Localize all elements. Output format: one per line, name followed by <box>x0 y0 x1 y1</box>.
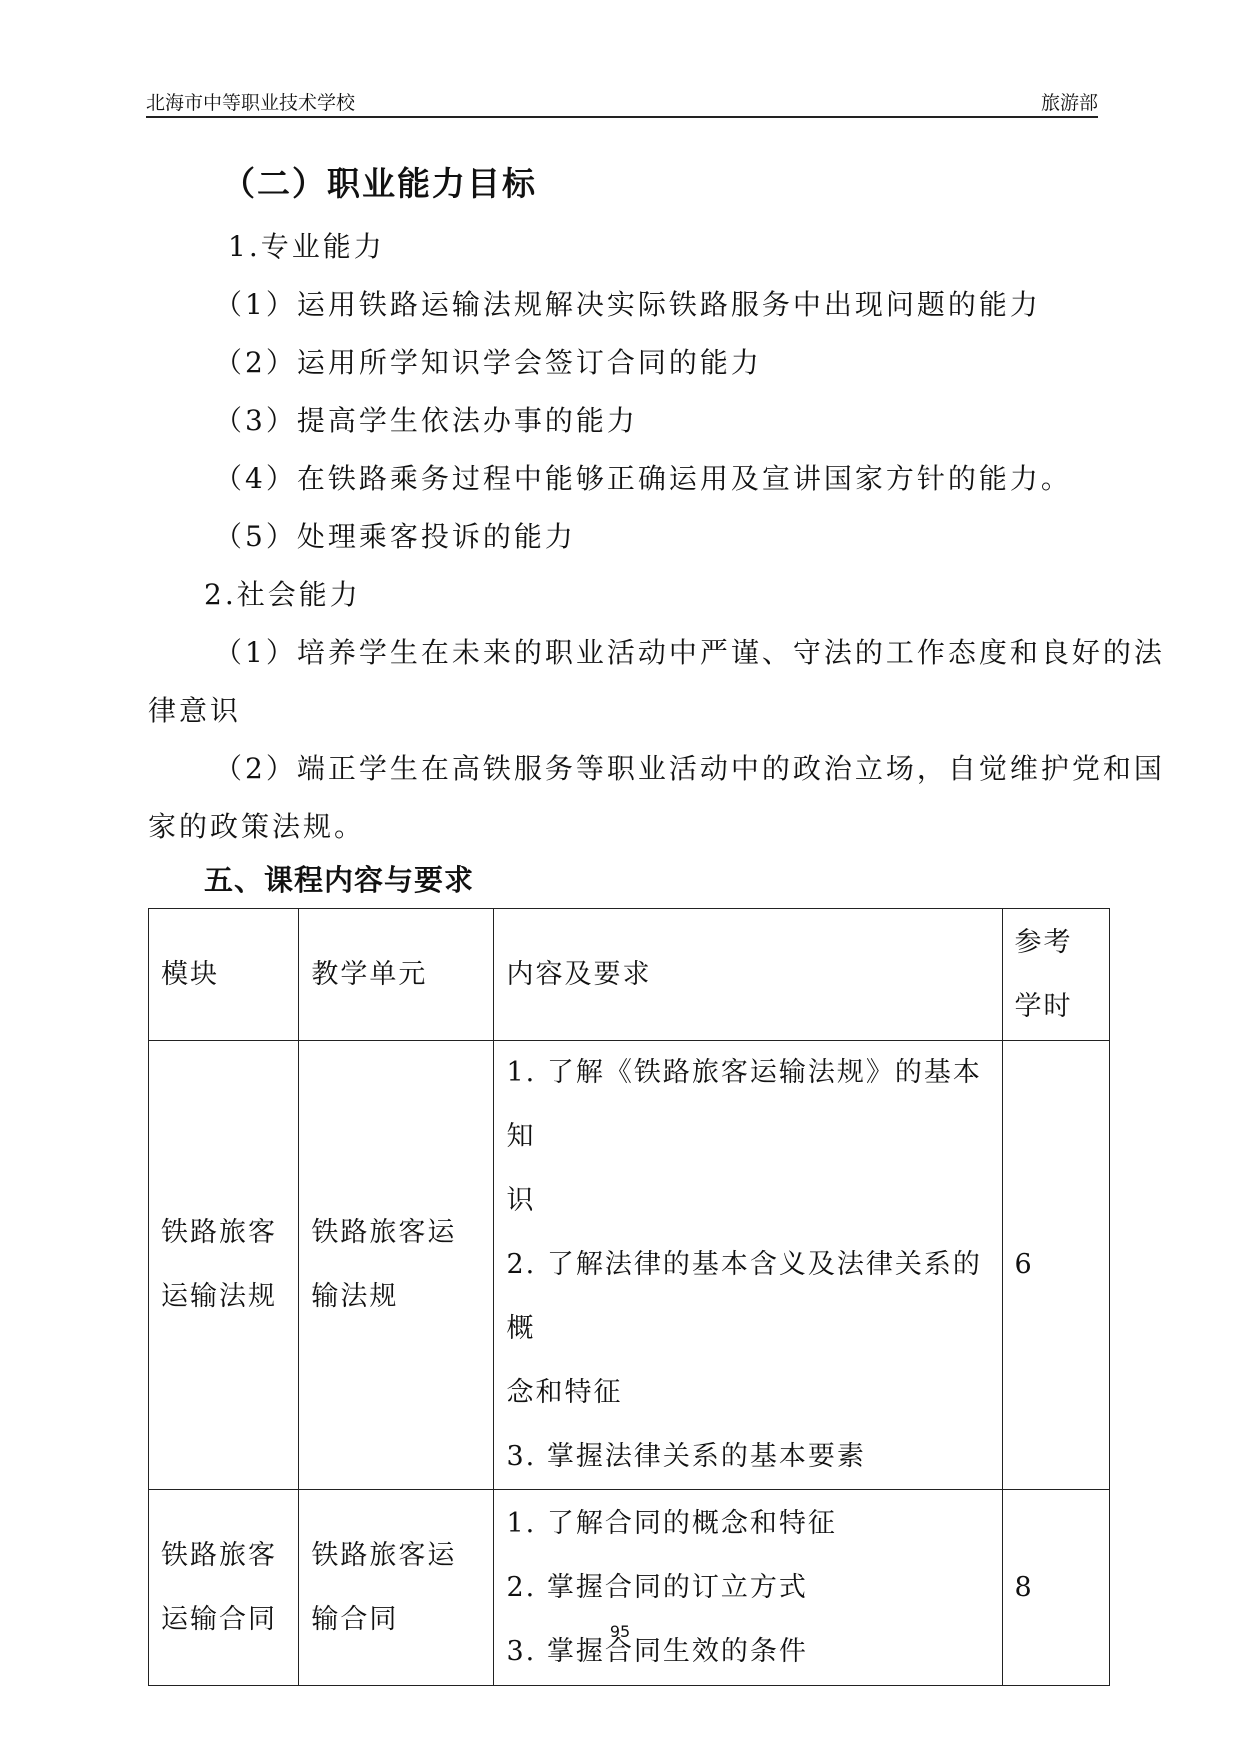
social-item-line: 律意识 <box>148 694 242 727</box>
professional-item: （5）处理乘客投诉的能力 <box>214 520 576 553</box>
unit-cell <box>299 1041 494 1490</box>
header-module: 模块 <box>149 909 299 1041</box>
header-hours <box>1002 909 1109 1041</box>
module-line: 运输法规 <box>161 1281 277 1312</box>
content-line: 3. 掌握合同生效的条件 <box>506 1635 808 1667</box>
professional-item: （2）运用所学知识学会签订合同的能力 <box>214 346 762 379</box>
content-line: 2. 掌握合同的订立方式 <box>506 1571 808 1603</box>
unit-line: 输合同 <box>311 1603 399 1635</box>
course-table <box>148 908 1110 1686</box>
table-row <box>149 1490 1110 1686</box>
content-line: 1. 了解合同的概念和特征 <box>506 1507 837 1539</box>
department-name: 旅游部 <box>1040 92 1098 114</box>
content-line: 念和特征 <box>506 1377 623 1408</box>
social-item-line: 家的政策法规。 <box>148 810 366 843</box>
header-unit: 教学单元 <box>299 909 494 1041</box>
content-line: 识 <box>506 1185 536 1216</box>
module-cell <box>149 1041 299 1490</box>
module-line: 运输合同 <box>161 1603 277 1635</box>
unit-line: 输法规 <box>311 1281 399 1312</box>
hours-cell: 6 <box>1002 1041 1109 1490</box>
hours-cell: 8 <box>1002 1490 1109 1686</box>
content-cell <box>494 1490 1002 1686</box>
content-line: 3. 掌握法律关系的基本要素 <box>506 1441 866 1472</box>
unit-line: 铁路旅客运 <box>311 1217 457 1248</box>
professional-heading: 1.专业能力 <box>228 230 385 263</box>
social-item-line: （2）端正学生在高铁服务等职业活动中的政治立场，自觉维护党和国 <box>214 752 1165 785</box>
module-line: 铁路旅客 <box>161 1217 277 1248</box>
social-item-line: （1）培养学生在未来的职业活动中严谨、守法的工作态度和良好的法 <box>214 636 1165 669</box>
professional-item: （3）提高学生依法办事的能力 <box>214 404 638 437</box>
content-line: 1. 了解《铁路旅客运输法规》的基本知 <box>506 1057 982 1152</box>
professional-item: （4）在铁路乘务过程中能够正确运用及宣讲国家方针的能力。 <box>214 462 1072 495</box>
section-ability-title: （二）职业能力目标 <box>222 164 537 203</box>
table-row <box>149 1041 1110 1490</box>
page-header <box>146 84 1098 118</box>
unit-cell <box>299 1490 494 1686</box>
module-line: 铁路旅客 <box>161 1539 277 1571</box>
section-course-title: 五、课程内容与要求 <box>204 863 475 897</box>
school-name: 北海市中等职业技术学校 <box>146 92 356 114</box>
page-number: 95 <box>609 1622 631 1641</box>
header-hours-line: 学时 <box>1014 990 1073 1022</box>
content-line: 2. 了解法律的基本含义及法律关系的概 <box>506 1249 982 1344</box>
content-cell <box>494 1041 1002 1490</box>
table-header-row <box>149 909 1110 1041</box>
social-heading: 2.社会能力 <box>204 578 361 611</box>
professional-item: （1）运用铁路运输法规解决实际铁路服务中出现问题的能力 <box>214 288 1041 321</box>
header-hours-line: 参考 <box>1014 926 1073 958</box>
header-content: 内容及要求 <box>494 909 1002 1041</box>
unit-line: 铁路旅客运 <box>311 1539 457 1571</box>
module-cell <box>149 1490 299 1686</box>
